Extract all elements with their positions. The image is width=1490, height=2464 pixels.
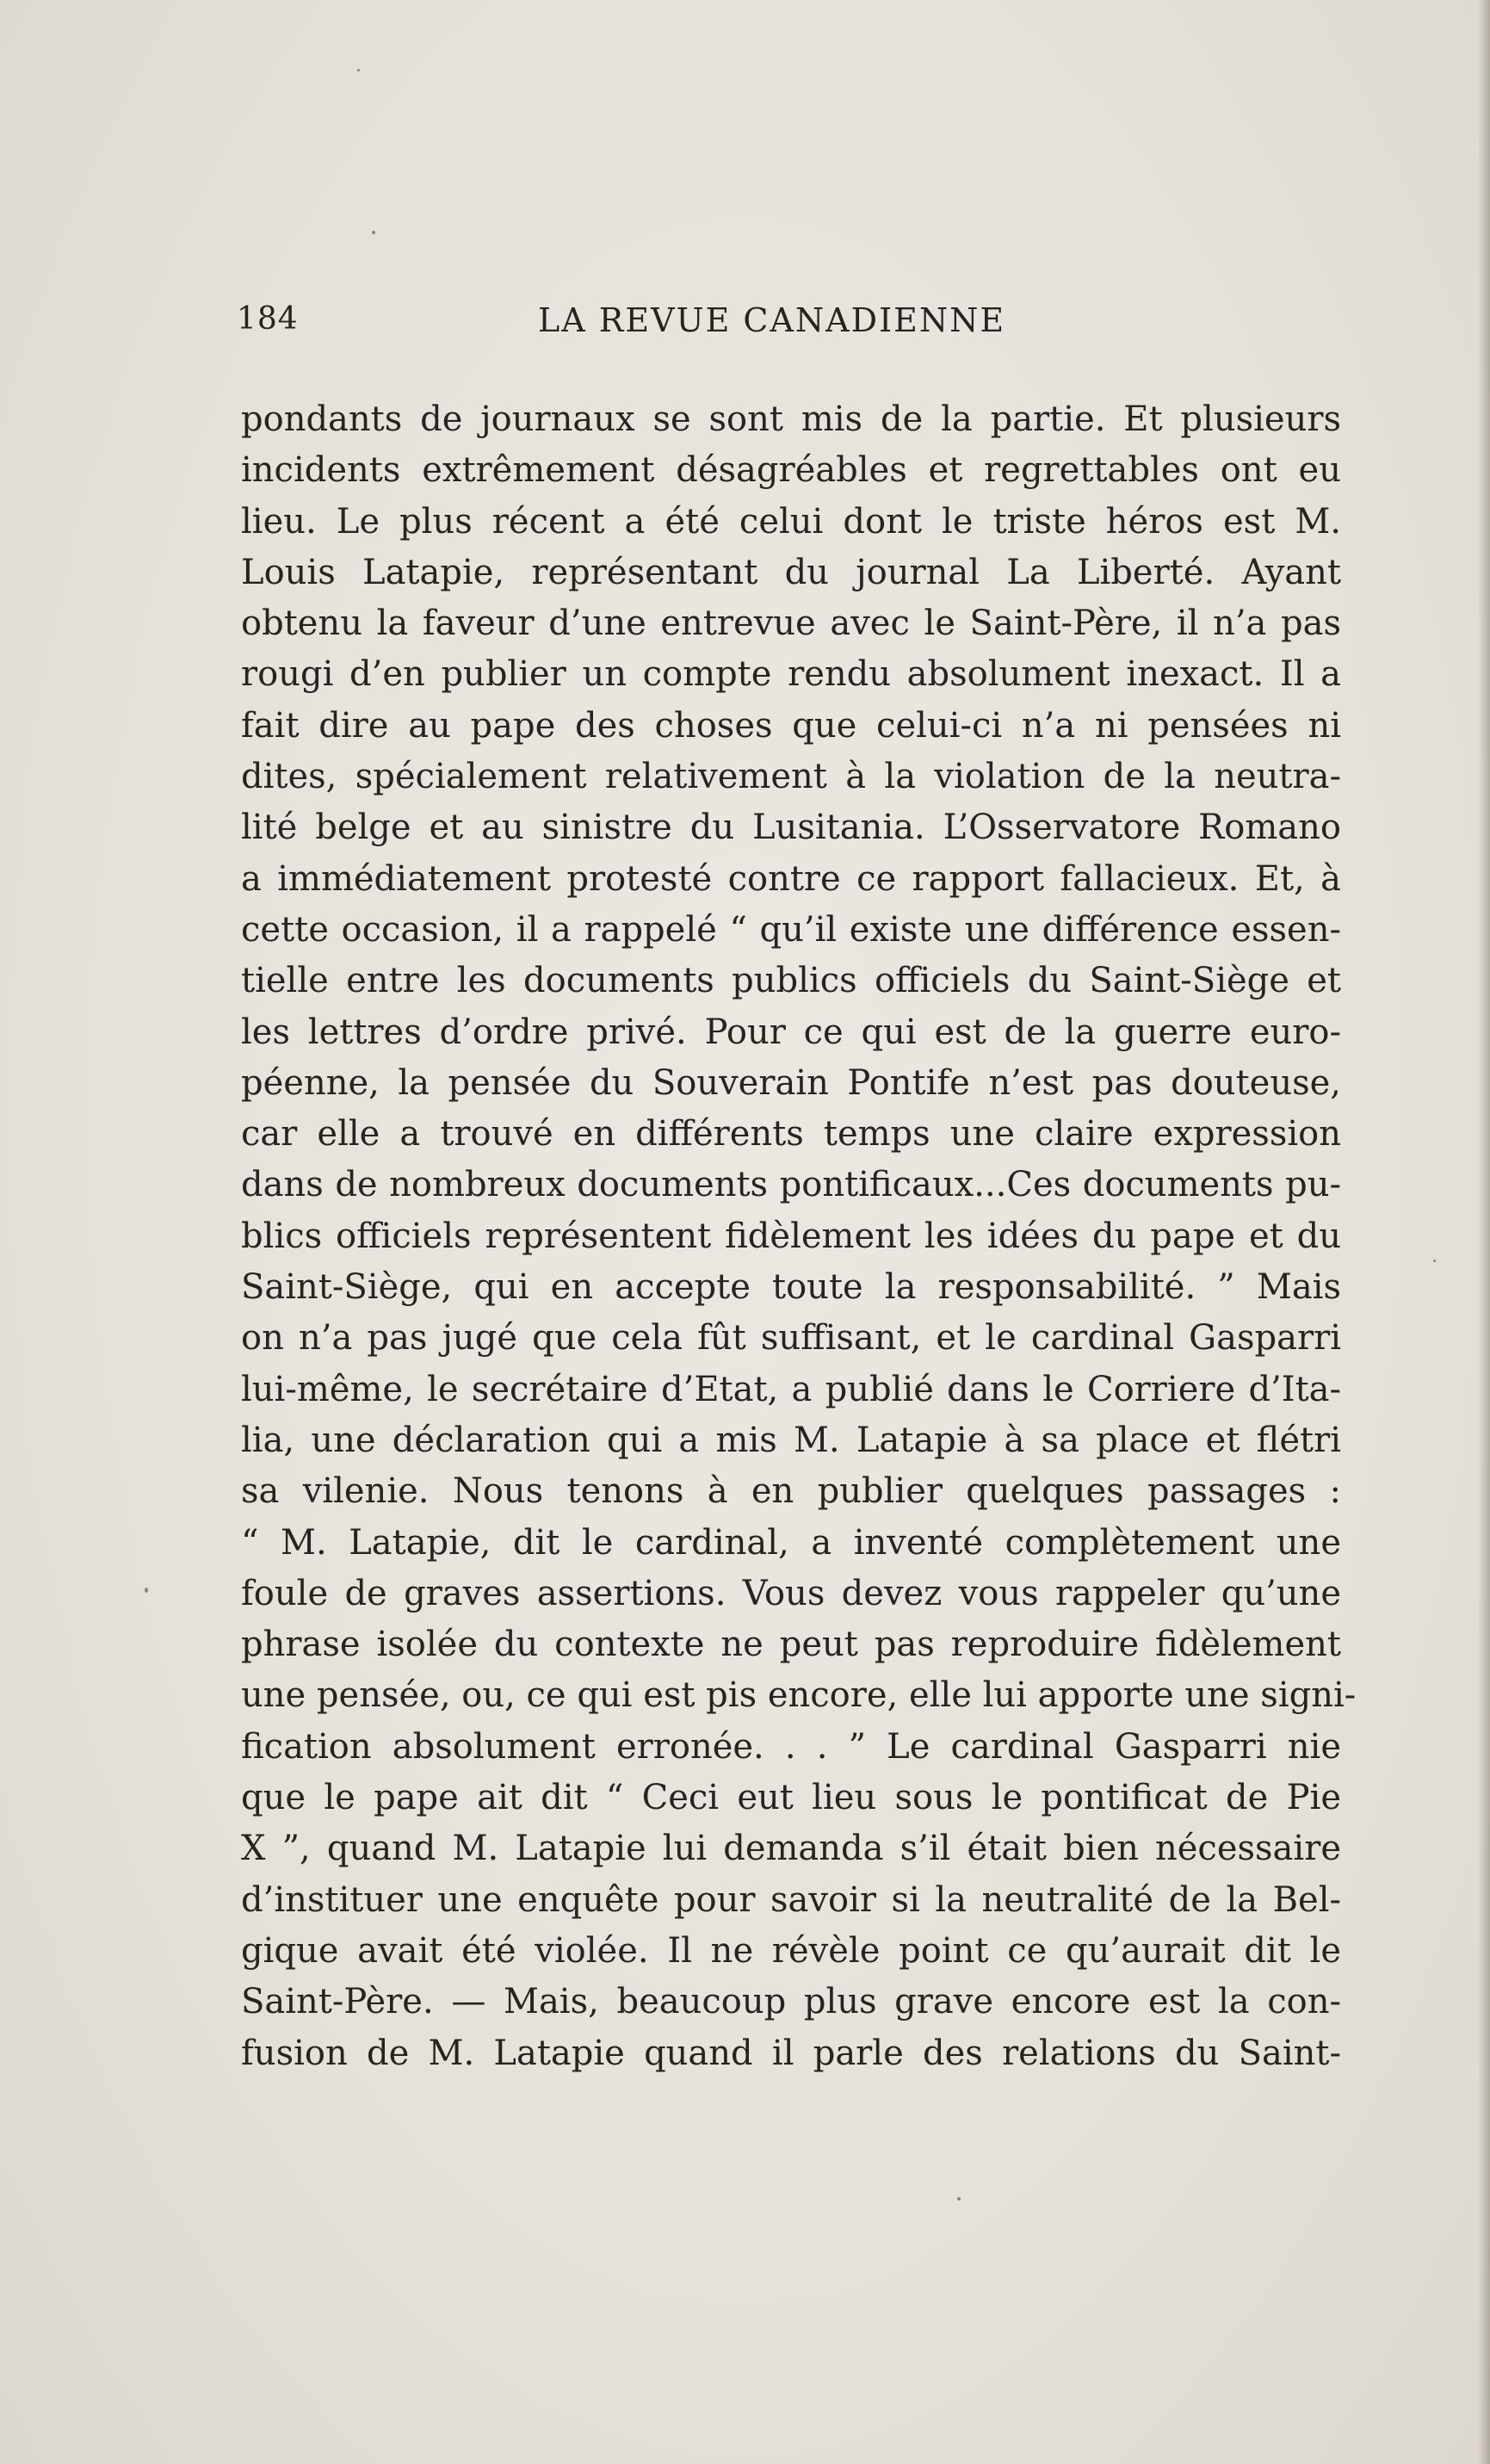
text-line: fication absolument erronée. . . ” Le cardinal Gasparri nie bbox=[241, 1726, 1341, 1767]
text-line: lieu. Le plus récent a été celui dont le triste héros est M. bbox=[241, 501, 1341, 542]
text-line: blics officiels représentent fidèlement les idées du pape et du bbox=[241, 1216, 1341, 1256]
text-line: rougi d’en publier un compte rendu absolument inexact. Il a bbox=[241, 654, 1341, 695]
page-number: 184 bbox=[237, 301, 299, 337]
text-line: foule de graves assertions. Vous devez vous rappeler qu’une bbox=[241, 1573, 1341, 1613]
paper-speck bbox=[957, 2197, 961, 2201]
text-line: tielle entre les documents publics officiels du Saint-Siège et bbox=[241, 961, 1341, 1001]
text-line: Saint-Siège, qui en accepte toute la responsabilité. ” Mais bbox=[241, 1267, 1341, 1308]
text-line: car elle a trouvé en différents temps une claire expression bbox=[241, 1114, 1341, 1155]
paper-speck bbox=[372, 231, 375, 234]
text-line: d’instituer une enquête pour savoir si la neutralité de la Bel- bbox=[241, 1879, 1341, 1920]
text-line: que le pape ait dit “ Ceci eut lieu sous le pontificat de Pie bbox=[241, 1778, 1341, 1818]
text-line: dans de nombreux documents pontificaux...Ces documents pu- bbox=[241, 1165, 1341, 1205]
text-line: cette occasion, il a rappelé “ qu’il existe une différence essen- bbox=[241, 909, 1341, 950]
text-line: gique avait été violée. Il ne révèle point ce qu’aurait dit le bbox=[241, 1930, 1341, 1971]
body-text bbox=[241, 394, 1357, 2079]
text-line: lui-même, le secrétaire d’Etat, a publié dans le Corriere d’Ita- bbox=[241, 1369, 1341, 1409]
text-line: Louis Latapie, représentant du journal La Liberté. Ayant bbox=[241, 552, 1341, 592]
text-line: “ M. Latapie, dit le cardinal, a inventé complètement une bbox=[241, 1522, 1341, 1563]
text-line: les lettres d’ordre privé. Pour ce qui est de la guerre euro- bbox=[241, 1012, 1341, 1052]
text-line: on n’a pas jugé que cela fût suffisant, et le cardinal Gasparri bbox=[241, 1318, 1341, 1359]
text-line: lité belge et au sinistre du Lusitania. L’Osservatore Romano bbox=[241, 808, 1341, 848]
text-line: lia, une déclaration qui a mis M. Latapie à sa place et flétri bbox=[241, 1420, 1341, 1460]
text-line: phrase isolée du contexte ne peut pas reproduire fidèlement bbox=[241, 1625, 1341, 1665]
text-line: sa vilenie. Nous tenons à en publier quelques passages : bbox=[241, 1471, 1341, 1512]
text-line: pondants de journaux se sont mis de la partie. Et plusieurs bbox=[241, 399, 1341, 439]
text-line: X ”, quand M. Latapie lui demanda s’il était bien nécessaire bbox=[241, 1829, 1341, 1869]
text-line: Saint-Père. — Mais, beaucoup plus grave encore est la con- bbox=[241, 1982, 1341, 2022]
paper-speck bbox=[357, 69, 360, 71]
paper-speck bbox=[145, 1588, 148, 1593]
page-header bbox=[237, 301, 1046, 353]
page-edge-shadow bbox=[1478, 0, 1490, 2464]
text-line: fusion de M. Latapie quand il parle des relations du Saint- bbox=[241, 2033, 1341, 2073]
text-line: dites, spécialement relativement à la violation de la neutra- bbox=[241, 757, 1341, 797]
paper-speck bbox=[1433, 1260, 1436, 1262]
text-line: fait dire au pape des choses que celui-ci n’a ni pensées ni bbox=[241, 705, 1341, 746]
running-title: LA REVUE CANADIENNE bbox=[538, 301, 1006, 339]
text-line: péenne, la pensée du Souverain Pontife n’est pas douteuse, bbox=[241, 1062, 1341, 1103]
text-line: une pensée, ou, ce qui est pis encore, elle lui apporte une signi- bbox=[241, 1675, 1357, 1716]
text-line: a immédiatement protesté contre ce rapport fallacieux. Et, à bbox=[241, 858, 1341, 899]
text-line: incidents extrêmement désagréables et regrettables ont eu bbox=[241, 450, 1341, 491]
text-line: obtenu la faveur d’une entrevue avec le Saint-Père, il n’a pas bbox=[241, 604, 1341, 644]
